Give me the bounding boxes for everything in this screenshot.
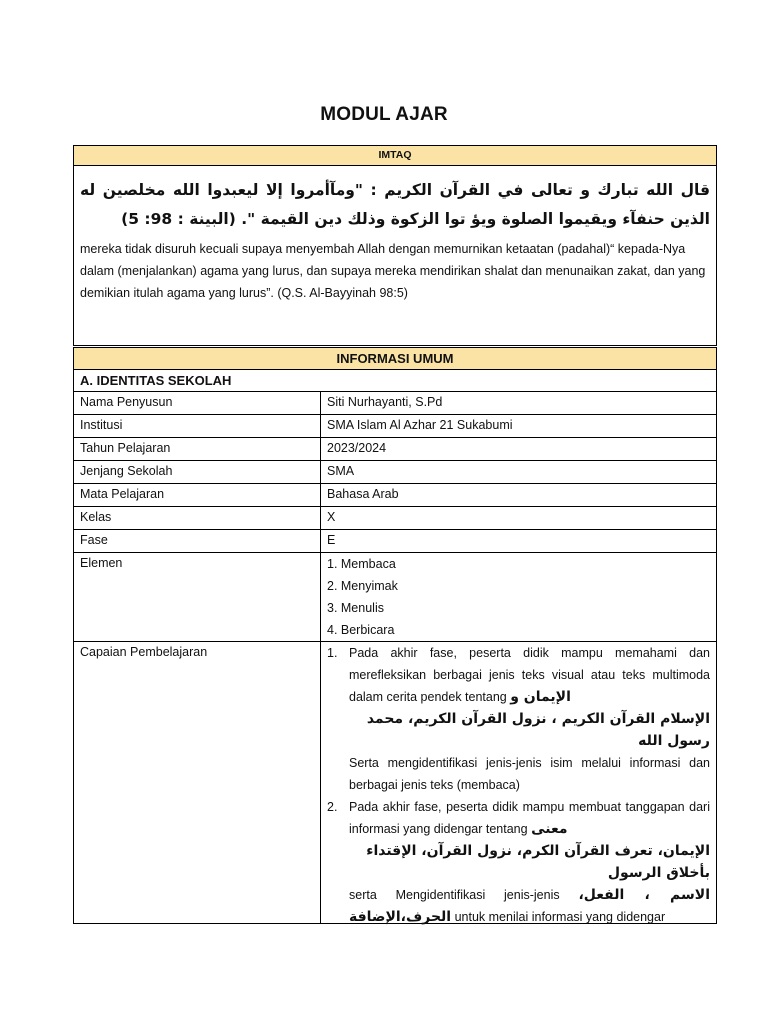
row-value: SMA [327, 464, 355, 478]
item-text-after [349, 884, 710, 928]
row-value: Bahasa Arab [327, 487, 399, 501]
table-row [74, 507, 716, 530]
row-label: Tahun Pelajaran [74, 438, 321, 460]
list-item [327, 642, 710, 796]
quran-verse-arabic: قال الله تبارك و تعالى في القرآن الكريم : "ومآأمروا إلا ليعبدوا الله مخلصين له الذين حنفآء ويقيموا الصلوة ويؤ توا الزكوة وذلك دين القيمة ". (البينة : 98: 5) [80, 181, 710, 228]
imtaq-header: IMTAQ [74, 146, 716, 166]
row-label: Fase [74, 530, 321, 552]
info-table [73, 347, 717, 924]
item-text-after-suffix: untuk menilai informasi yang didengar [454, 910, 666, 924]
arabic-topics: الإسلام القرآن الكريم ، نزول القرآن الكريم، محمد رسول الله [366, 711, 710, 749]
elemen-list [321, 553, 716, 641]
row-label: Jenjang Sekolah [74, 461, 321, 483]
arabic-inline: الإيمان و [510, 689, 571, 705]
table-row [74, 530, 716, 553]
item-number: 1. [327, 646, 338, 660]
table-row [74, 484, 716, 507]
row-value: E [327, 533, 336, 547]
row-label: Capaian Pembelajaran [74, 642, 321, 923]
item-text [349, 796, 710, 928]
table-row-capaian [74, 642, 716, 924]
table-row [74, 438, 716, 461]
quran-verse-translation: mereka tidak disuruh kecuali supaya menyembah Allah dengan memurnikan ketaatan (padahal)“ kepada-Nya dalam (menjalankan) agama yang lurus, dan supaya mereka mendirikan shalat dan menunaikan zakat, dan yang demikian itulah agama yang lurus”. (Q.S. Al-Bayyinah 98:5) [80, 242, 706, 300]
section-identitas-sekolah: A. IDENTITAS SEKOLAH [74, 370, 716, 392]
row-value: Siti Nurhayanti, S.Pd [327, 395, 443, 409]
list-item: 2. Menyimak [327, 579, 398, 593]
row-value: 2023/2024 [327, 441, 387, 455]
item-number: 2. [327, 800, 338, 814]
item-text-main: Pada akhir fase, peserta didik mampu membuat tanggapan dari informasi yang didengar tentang [349, 800, 710, 836]
info-header: INFORMASI UMUM [74, 348, 716, 370]
row-label: Nama Penyusun [74, 392, 321, 414]
row-value: SMA Islam Al Azhar 21 Sukabumi [327, 418, 513, 432]
arabic-grammar-terms: الاسم ، الفعل، الحرف،الإضافة [349, 887, 710, 925]
item-text-after-prefix: serta Mengidentifikasi jenis-jenis [349, 888, 560, 902]
capaian-list [321, 642, 716, 923]
list-item [327, 796, 710, 928]
table-row [74, 392, 716, 415]
page-title: MODUL AJAR [320, 104, 448, 125]
row-label: Elemen [74, 553, 321, 641]
table-row-elemen [74, 553, 716, 642]
list-item: 4. Berbicara [327, 623, 395, 637]
imtaq-body [74, 166, 716, 346]
arabic-inline: معنى [531, 821, 568, 837]
table-row [74, 415, 716, 438]
list-item: 3. Menulis [327, 601, 384, 615]
list-item: 1. Membaca [327, 557, 396, 571]
row-label: Kelas [74, 507, 321, 529]
item-text [349, 642, 710, 796]
row-label: Mata Pelajaran [74, 484, 321, 506]
row-label: Institusi [74, 415, 321, 437]
arabic-topics: الإيمان، تعرف القرآن الكرم، نزول القرآن، الإقتداء بأخلاق الرسول [366, 843, 710, 881]
item-text-main: Pada akhir fase, peserta didik mampu memahami dan merefleksikan berbagai jenis teks visual atau teks multimoda dalam cerita pendek tentang [349, 646, 710, 704]
imtaq-table [73, 145, 717, 346]
table-row [74, 461, 716, 484]
row-value: X [327, 510, 336, 524]
item-text-after: Serta mengidentifikasi jenis-jenis isim melalui informasi dan berbagai jenis teks (membaca) [349, 756, 710, 792]
